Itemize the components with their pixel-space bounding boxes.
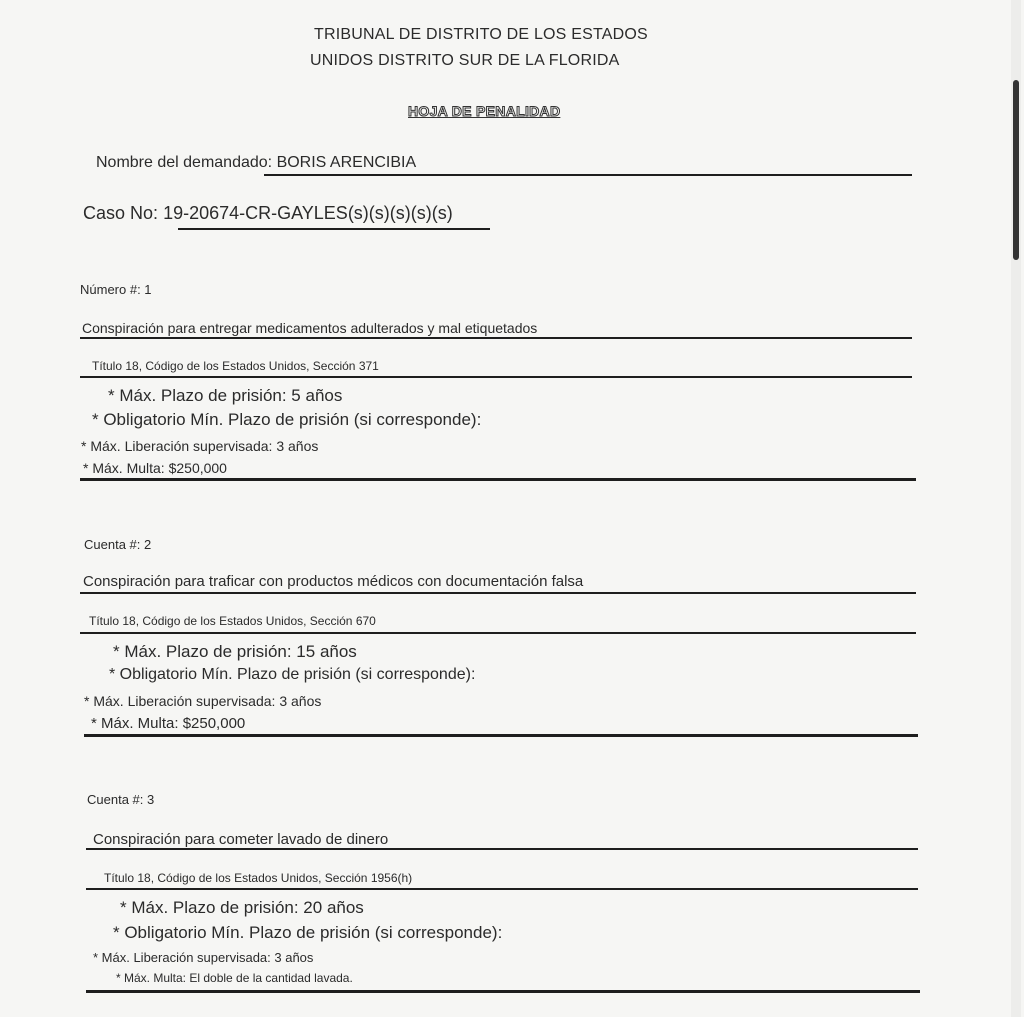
case-row [83, 203, 453, 224]
count-1-end-line [80, 478, 916, 481]
count-3-offense-line [86, 848, 918, 850]
count-3-mandatory-min: * Obligatorio Mín. Plazo de prisión (si corresponde): [113, 923, 503, 942]
count-1-offense-line [80, 337, 912, 339]
count-2-statute: Título 18, Código de los Estados Unidos, Sección 670 [89, 614, 376, 628]
case-label: Caso No: [83, 203, 159, 223]
count-1-max-fine: * Máx. Multa: $250,000 [83, 460, 227, 476]
court-name-line-2: UNIDOS DISTRITO SUR DE LA FLORIDA [310, 52, 620, 69]
count-2-end-line [84, 734, 918, 737]
count-1-statute-line [80, 376, 912, 378]
count-3-end-line [86, 990, 920, 993]
count-1-offense: Conspiración para entregar medicamentos adulterados y mal etiquetados [82, 320, 538, 336]
case-number: 19-20674-CR-GAYLES(s)(s)(s)(s)(s) [163, 203, 453, 223]
count-3-heading: Cuenta #: 3 [87, 792, 155, 807]
count-2-offense-line [80, 592, 916, 594]
count-2-statute-line [80, 632, 916, 634]
count-2-max-fine: * Máx. Multa: $250,000 [91, 715, 246, 732]
count-1-mandatory-min: * Obligatorio Mín. Plazo de prisión (si corresponde): [92, 410, 482, 429]
count-2-mandatory-min: * Obligatorio Mín. Plazo de prisión (si corresponde): [109, 666, 476, 683]
count-1-max-prison: * Máx. Plazo de prisión: 5 años [108, 386, 343, 405]
count-3-supervised-release: * Máx. Liberación supervisada: 3 años [93, 950, 314, 965]
count-3-statute: Título 18, Código de los Estados Unidos, Sección 1956(h) [104, 871, 413, 885]
defendant-name: BORIS ARENCIBIA [276, 154, 417, 171]
count-2-heading: Cuenta #: 2 [84, 537, 152, 552]
count-3-offense: Conspiración para cometer lavado de dinero [93, 831, 389, 848]
count-1-supervised-release: * Máx. Liberación supervisada: 3 años [81, 438, 319, 454]
count-2-offense: Conspiración para traficar con productos médicos con documentación falsa [83, 573, 584, 590]
sheet-title: HOJA DE PENALIDAD [408, 103, 561, 119]
defendant-underline [264, 174, 912, 176]
count-1-heading: Número #: 1 [80, 282, 152, 297]
count-2-supervised-release: * Máx. Liberación supervisada: 3 años [84, 693, 322, 709]
defendant-label: Nombre del demandado: [96, 154, 273, 171]
court-name-line-1: TRIBUNAL DE DISTRITO DE LOS ESTADOS [314, 26, 648, 43]
scrollbar-thumb[interactable] [1013, 80, 1019, 260]
count-3-statute-line [86, 888, 918, 890]
count-3-max-prison: * Máx. Plazo de prisión: 20 años [120, 898, 364, 917]
count-1-statute: Título 18, Código de los Estados Unidos, Sección 371 [92, 359, 379, 373]
count-2-max-prison: * Máx. Plazo de prisión: 15 años [113, 642, 357, 661]
defendant-row [96, 154, 416, 172]
count-3-max-fine: * Máx. Multa: El doble de la cantidad lavada. [116, 971, 353, 985]
case-underline [178, 228, 490, 230]
